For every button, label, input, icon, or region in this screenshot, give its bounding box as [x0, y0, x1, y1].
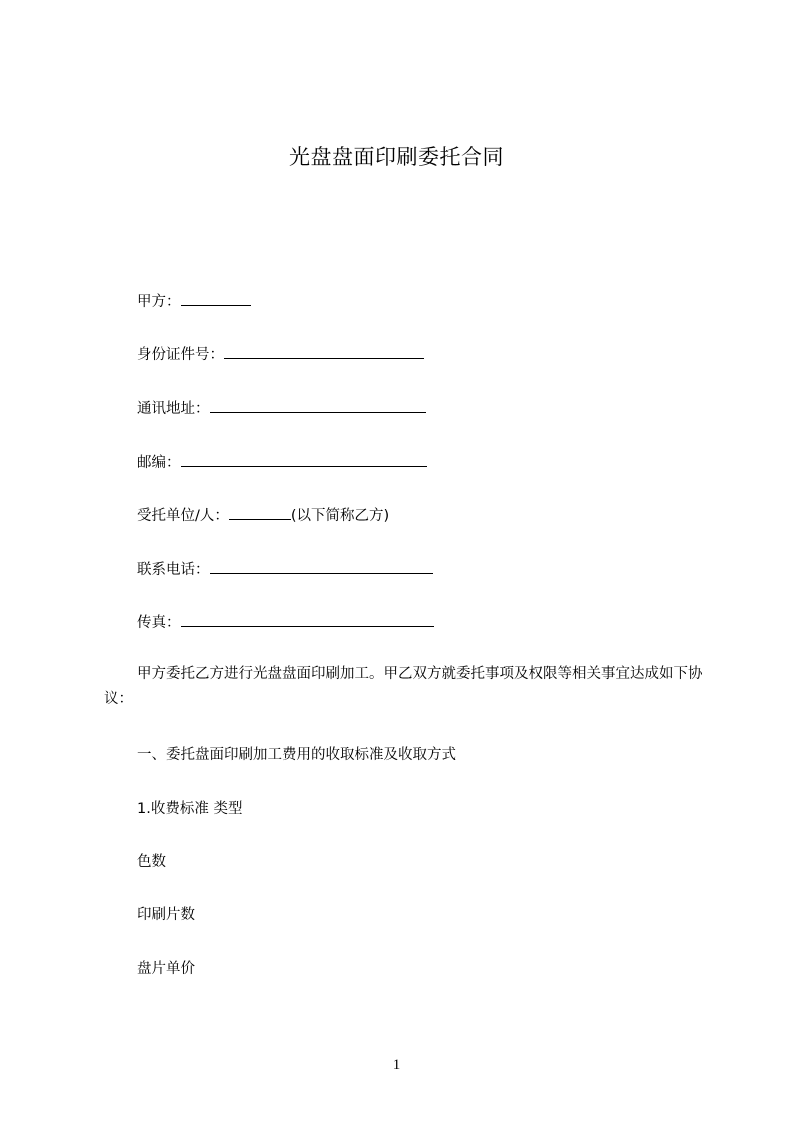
item-color-count: 色数 — [137, 854, 166, 870]
party-a-label: 甲方： — [137, 294, 181, 310]
item-print-quantity: 印刷片数 — [137, 907, 195, 923]
postcode-label: 邮编： — [137, 455, 181, 471]
item-disc-unit-price: 盘片单价 — [137, 961, 195, 977]
postcode-blank[interactable] — [181, 452, 427, 467]
party-b-blank[interactable] — [229, 505, 291, 520]
page-number: 1 — [392, 1057, 401, 1073]
document-title: 光盘盘面印刷委托合同 — [289, 145, 504, 169]
id-number-blank[interactable] — [224, 344, 424, 359]
postcode-line — [137, 452, 427, 473]
address-line — [137, 398, 426, 419]
party-b-label: 受托单位/人： — [137, 508, 229, 524]
fax-label: 传真： — [137, 615, 181, 631]
phone-blank[interactable] — [210, 559, 433, 574]
phone-label: 联系电话： — [137, 562, 210, 578]
party-b-suffix: (以下简称乙方) — [290, 508, 390, 524]
phone-line — [137, 559, 433, 580]
address-label: 通讯地址： — [137, 401, 210, 417]
party-a-line — [137, 291, 251, 312]
address-blank[interactable] — [210, 398, 426, 413]
party-b-line — [137, 505, 389, 526]
fax-blank[interactable] — [181, 612, 434, 627]
party-a-blank[interactable] — [181, 291, 251, 306]
intro-paragraph: 甲方委托乙方进行光盘盘面印刷加工。甲乙双方就委托事项及权限等相关事宜达成如下协议： — [104, 666, 703, 707]
section1-heading: 一、委托盘面印刷加工费用的收取标准及收取方式 — [137, 747, 456, 763]
fax-line — [137, 612, 434, 633]
id-number-line — [137, 344, 424, 365]
id-number-label: 身份证件号： — [137, 347, 224, 363]
item1-fee-standard: 1.收费标准 类型 — [137, 801, 243, 817]
